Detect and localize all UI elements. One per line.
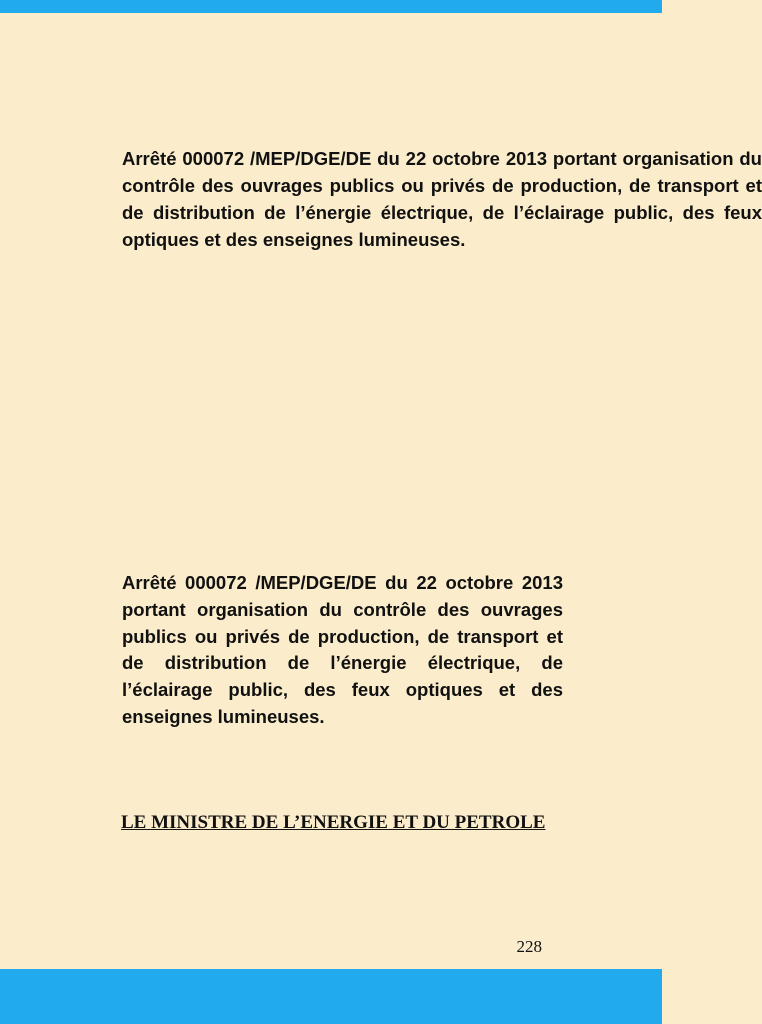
decree-title: Arrêté 000072 /MEP/DGE/DE du 22 octobre 2013 portant organisation du contrôle des ouvrages publics ou privés de production, de transport et de distribution de l’énergie électrique, de l’éclairage public, des feux optiques et des enseignes lumineuses.	[122, 572, 563, 727]
minister-heading: LE MINISTRE DE L’ENERGIE ET DU PETROLE	[121, 812, 546, 833]
bottom-color-band	[0, 969, 662, 1024]
running-header-container	[0, 140, 762, 260]
running-header-text: Arrêté 000072 /MEP/DGE/DE du 22 octobre 2013 portant organisation du contrôle des ouvrages publics ou privés de production, de transport et de distribution de l’énergie électrique, de l’éclairage public, des feux optiques et des enseignes lumineuses.	[122, 148, 762, 250]
top-color-band	[0, 0, 662, 13]
page-number: 228	[516, 937, 542, 956]
